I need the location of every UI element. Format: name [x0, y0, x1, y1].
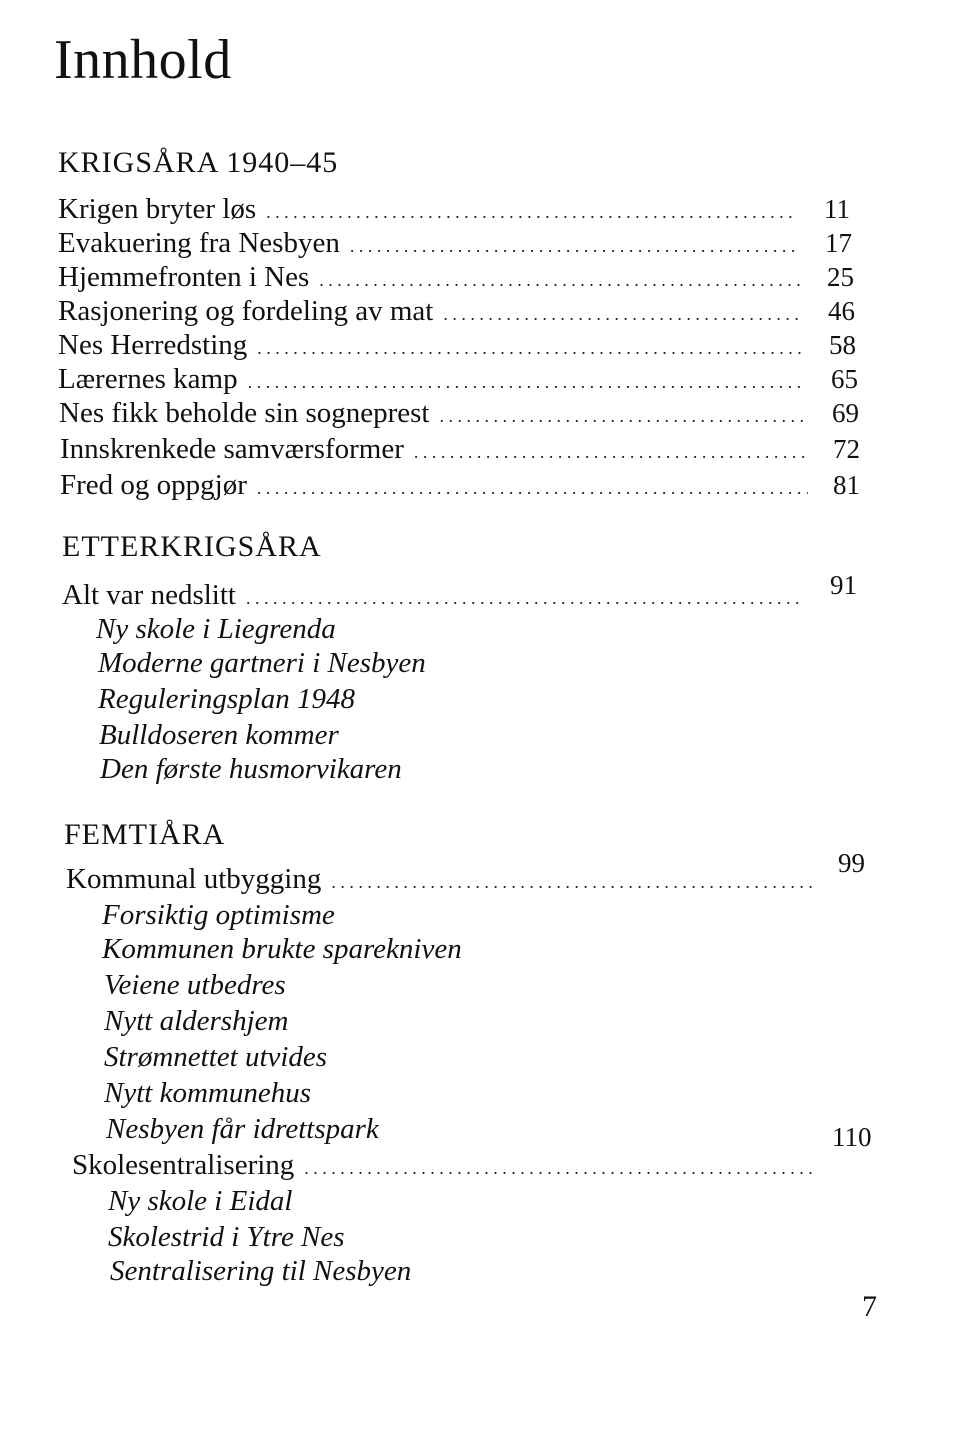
entry-page-number: 69	[832, 398, 859, 428]
dot-leader	[350, 229, 800, 263]
subentry: Den første husmorvikaren	[100, 753, 402, 785]
entry-page-number: 46	[828, 296, 855, 326]
section-heading-krigsara: KRIGSÅRA 1940–45	[58, 146, 339, 179]
dot-leader	[246, 581, 802, 615]
entry-page-number: 58	[829, 330, 856, 360]
dot-leader	[331, 865, 812, 899]
section-heading-etterkrigsara: ETTERKRIGSÅRA	[62, 530, 322, 563]
dot-leader	[319, 263, 802, 297]
subentry: Kommunen brukte sparekniven	[102, 933, 462, 965]
entry-page-number: 110	[832, 1122, 872, 1152]
entry-label: Hjemmefronten i Nes	[58, 261, 310, 293]
dot-leader	[257, 331, 804, 365]
subentry: Veiene utbedres	[104, 969, 286, 1001]
subentry: Nesbyen får idrettspark	[106, 1113, 379, 1145]
entry-label: Evakuering fra Nesbyen	[58, 227, 340, 259]
entry-page-number: 11	[824, 194, 850, 224]
subentry: Bulldoseren kommer	[99, 719, 339, 751]
page-title: Innhold	[54, 29, 232, 91]
dot-leader	[266, 195, 798, 229]
subentry: Ny skole i Liegrenda	[96, 613, 336, 645]
entry-label: Fred og oppgjør	[60, 469, 247, 501]
dot-leader	[257, 471, 808, 505]
subentry: Ny skole i Eidal	[108, 1185, 293, 1217]
entry-label: Alt var nedslitt	[62, 579, 236, 611]
dot-leader	[248, 365, 806, 399]
toc-entry	[60, 432, 860, 466]
subentry: Nytt aldershjem	[104, 1005, 289, 1037]
subentry: Sentralisering til Nesbyen	[110, 1255, 412, 1287]
entry-page-number: 99	[838, 848, 865, 878]
entry-page-number: 25	[827, 262, 854, 292]
subentry: Skolestrid i Ytre Nes	[108, 1221, 345, 1253]
page-folio: 7	[862, 1290, 877, 1323]
entry-label: Krigen bryter løs	[58, 193, 257, 225]
entry-page-number: 81	[833, 470, 860, 500]
dot-leader	[304, 1151, 816, 1185]
toc-entry	[66, 862, 812, 896]
toc-entry	[62, 578, 802, 612]
entry-label: Skolesentralisering	[72, 1149, 295, 1181]
toc-entry	[58, 294, 855, 328]
toc-entry	[60, 468, 860, 502]
toc-entry	[58, 260, 854, 294]
dot-leader	[443, 297, 803, 331]
entry-page-number: 17	[825, 228, 852, 258]
subentry: Strømnettet utvides	[104, 1041, 328, 1073]
entry-page-number: 72	[833, 434, 860, 464]
toc-entry	[58, 226, 852, 260]
subentry: Nytt kommunehus	[104, 1077, 311, 1109]
entry-label: Nes fikk beholde sin sogneprest	[59, 397, 430, 429]
toc-entry	[72, 1148, 816, 1182]
toc-entry	[58, 328, 856, 362]
entry-label: Nes Herredsting	[58, 329, 248, 361]
entry-page-number: 91	[830, 570, 857, 600]
toc-entry	[58, 362, 858, 396]
entry-label: Innskrenkede samværsformer	[60, 433, 404, 465]
dot-leader	[440, 399, 808, 433]
section-heading-femtiara: FEMTIÅRA	[64, 818, 226, 851]
entry-label: Rasjonering og fordeling av mat	[58, 295, 434, 327]
entry-page-number: 65	[831, 364, 858, 394]
dot-leader	[414, 435, 808, 469]
subentry: Forsiktig optimisme	[102, 899, 335, 931]
entry-label: Kommunal utbygging	[66, 863, 322, 895]
toc-entry	[58, 192, 850, 226]
subentry: Reguleringsplan 1948	[98, 683, 355, 715]
toc-entry	[59, 396, 859, 430]
entry-label: Lærernes kamp	[58, 363, 238, 395]
subentry: Moderne gartneri i Nesbyen	[98, 647, 426, 679]
